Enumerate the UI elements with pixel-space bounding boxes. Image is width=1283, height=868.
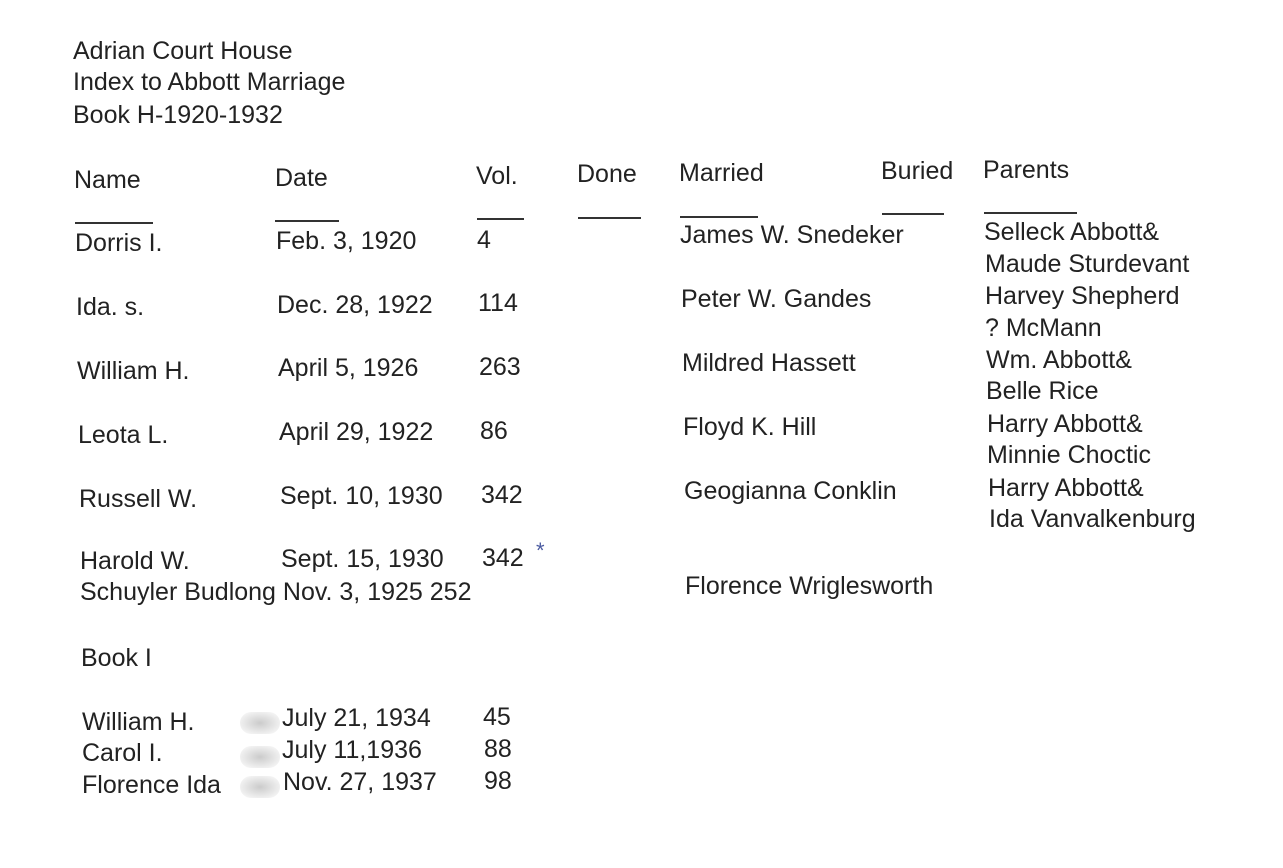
schuyler-entry: Schuyler Budlong Nov. 3, 1925 252 <box>80 578 472 606</box>
row-date: Sept. 10, 1930 <box>280 482 443 510</box>
row-vol: 45 <box>483 703 511 731</box>
row-married: Mildred Hassett <box>682 349 856 377</box>
row-parents-1: Harvey Shepherd <box>985 282 1180 310</box>
underline-done <box>578 217 641 219</box>
handwritten-star-mark: * <box>536 538 545 563</box>
row-date: April 29, 1922 <box>279 418 434 446</box>
row-parents-1: Harry Abbott& <box>987 410 1143 438</box>
header-line-1: Adrian Court House <box>73 37 293 65</box>
row-date: July 21, 1934 <box>282 704 431 732</box>
row-name: Harold W. <box>80 547 190 575</box>
row-married: Geogianna Conklin <box>684 477 897 505</box>
row-date: Dec. 28, 1922 <box>277 291 433 319</box>
scan-smudge <box>240 746 280 768</box>
col-married: Married <box>679 159 764 187</box>
underline-name <box>75 222 153 224</box>
scan-smudge <box>240 776 280 798</box>
underline-buried <box>882 213 944 215</box>
row-married: Floyd K. Hill <box>683 413 817 441</box>
row-date: Feb. 3, 1920 <box>276 227 417 255</box>
row-parents-2: Belle Rice <box>986 377 1099 405</box>
row-married: James W. Snedeker <box>680 221 904 249</box>
row-date: Nov. 27, 1937 <box>283 768 437 796</box>
row-name: William H. <box>77 357 190 385</box>
header-line-3: Book H-1920-1932 <box>73 101 283 129</box>
row-vol: 98 <box>484 767 512 795</box>
row-date: Sept. 15, 1930 <box>281 545 444 573</box>
underline-married <box>680 216 758 218</box>
row-name: Carol I. <box>82 739 163 767</box>
book-i-heading: Book I <box>81 644 152 672</box>
row-parents-2: Ida Vanvalkenburg <box>989 505 1196 533</box>
row-vol: 86 <box>480 417 508 445</box>
row-name: Leota L. <box>78 421 169 449</box>
row-parents-1: Wm. Abbott& <box>986 346 1132 374</box>
scan-smudge <box>240 712 280 734</box>
row-date: April 5, 1926 <box>278 354 419 382</box>
row-parents-1: Harry Abbott& <box>988 474 1144 502</box>
underline-parents <box>984 212 1077 214</box>
row-parents-2: Maude Sturdevant <box>985 250 1190 278</box>
row-name: Dorris I. <box>75 229 163 257</box>
row-name: William H. <box>82 708 195 736</box>
col-done: Done <box>577 160 637 188</box>
col-buried: Buried <box>881 157 954 185</box>
header-line-2: Index to Abbott Marriage <box>73 68 346 96</box>
row-vol: 114 <box>478 289 518 317</box>
col-date: Date <box>275 164 328 192</box>
row-married: Peter W. Gandes <box>681 285 872 313</box>
underline-vol <box>477 218 524 220</box>
row-parents-2: Minnie Choctic <box>987 441 1151 469</box>
col-parents: Parents <box>983 156 1070 184</box>
row-vol: 88 <box>484 735 512 763</box>
row-parents-2: ? McMann <box>985 314 1102 342</box>
row-vol: 342 <box>481 481 523 509</box>
row-vol: 4 <box>477 226 491 254</box>
row-name: Russell W. <box>79 485 198 513</box>
schuyler-married: Florence Wriglesworth <box>685 572 934 600</box>
row-date: July 11,1936 <box>282 736 422 764</box>
row-vol: 342 <box>482 544 524 572</box>
row-name: Florence Ida <box>82 771 221 799</box>
row-vol: 263 <box>479 353 521 381</box>
row-parents-1: Selleck Abbott& <box>984 218 1160 246</box>
col-name: Name <box>74 166 141 194</box>
row-name: Ida. s. <box>76 293 145 321</box>
underline-date <box>275 220 339 222</box>
col-vol: Vol. <box>476 162 518 190</box>
